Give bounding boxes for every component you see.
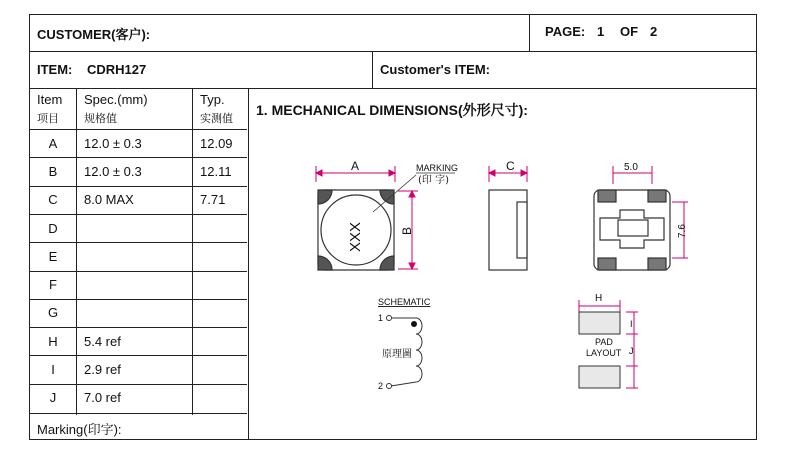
row-item: A xyxy=(48,135,58,151)
polarity-dot xyxy=(411,321,417,327)
row-item: G xyxy=(47,305,59,321)
pad-top xyxy=(579,312,620,334)
row-item: H xyxy=(48,333,58,349)
customer-item-label: Customer's ITEM: xyxy=(380,62,490,77)
pad-label-line-2: LAYOUT xyxy=(586,348,622,358)
row-typ: 12.11 xyxy=(200,163,232,179)
header-divider xyxy=(30,51,756,52)
label-i: I xyxy=(630,319,633,329)
component-side-view xyxy=(489,190,527,270)
label-a: A xyxy=(351,159,360,173)
marking-text: XXX xyxy=(347,221,364,252)
table-col-divider-1 xyxy=(76,88,77,415)
row-typ xyxy=(200,299,246,327)
row-typ: 7.71 xyxy=(200,192,226,208)
section-title: 1. MECHANICAL DIMENSIONS(外形尺寸): xyxy=(256,102,528,118)
row-typ xyxy=(200,214,246,242)
pin-2-label: 2 xyxy=(378,381,384,391)
row-spec xyxy=(84,214,194,242)
row-item: D xyxy=(48,220,58,236)
col-item-header: Item xyxy=(37,92,63,107)
marking-label: Marking(印字): xyxy=(37,422,122,437)
page-of: OF xyxy=(620,24,639,39)
row-item: C xyxy=(48,192,58,208)
row-typ xyxy=(200,327,246,355)
label-dim-7-6: 7.6 xyxy=(677,224,688,238)
pad-bottom xyxy=(579,366,620,388)
page-total: 2 xyxy=(650,24,658,39)
item-label: ITEM: xyxy=(37,62,73,77)
row-typ xyxy=(200,384,246,412)
label-b: B xyxy=(400,226,414,235)
marking-label: MARKING xyxy=(416,163,459,173)
row-typ: 12.09 xyxy=(200,135,233,151)
item-row-divider xyxy=(30,88,756,89)
row-spec: 12.0 ± 0.3 xyxy=(84,135,142,151)
marking-divider xyxy=(30,413,247,414)
label-c: C xyxy=(506,159,515,173)
label-j: J xyxy=(629,346,634,356)
row-item: I xyxy=(51,362,55,378)
page-current: 1 xyxy=(597,24,605,39)
marking-cn-label: (印 字) xyxy=(418,175,449,186)
col-item-header-cn: 项目 xyxy=(37,113,59,125)
col-spec-header: Spec.(mm) xyxy=(84,92,148,107)
row-spec: 8.0 MAX xyxy=(84,192,134,208)
label-dim-5: 5.0 xyxy=(624,162,638,173)
col-typ-header-cn: 实测值 xyxy=(200,113,233,125)
row-spec xyxy=(84,271,194,299)
row-typ xyxy=(200,242,246,270)
component-bottom-view xyxy=(594,190,670,270)
row-spec xyxy=(84,242,194,270)
col-typ-header: Typ. xyxy=(200,92,225,107)
page-divider xyxy=(529,15,530,51)
row-spec: 5.4 ref xyxy=(84,333,121,349)
mechanical-drawing xyxy=(248,140,756,430)
row-spec: 7.0 ref xyxy=(84,390,121,406)
customer-item-divider xyxy=(372,51,373,88)
row-spec: 2.9 ref xyxy=(84,362,121,378)
row-item: E xyxy=(48,248,58,264)
schematic-label: SCHEMATIC xyxy=(378,297,431,307)
pin-1-label: 1 xyxy=(378,313,384,323)
col-spec-header-cn: 规格值 xyxy=(84,113,117,125)
row-item: J xyxy=(49,390,57,406)
row-typ xyxy=(200,355,246,383)
schematic-cn-label: 原理圖 xyxy=(382,349,412,360)
row-spec: 12.0 ± 0.3 xyxy=(84,163,142,179)
row-item: B xyxy=(48,163,58,179)
customer-label: CUSTOMER(客户): xyxy=(37,27,151,42)
label-h: H xyxy=(595,293,603,304)
page-label: PAGE: xyxy=(545,24,586,39)
pad-label-line-1: PAD xyxy=(595,337,613,347)
row-spec xyxy=(84,299,194,327)
row-item: F xyxy=(49,277,57,293)
row-typ xyxy=(200,271,246,299)
item-value: CDRH127 xyxy=(87,62,147,77)
